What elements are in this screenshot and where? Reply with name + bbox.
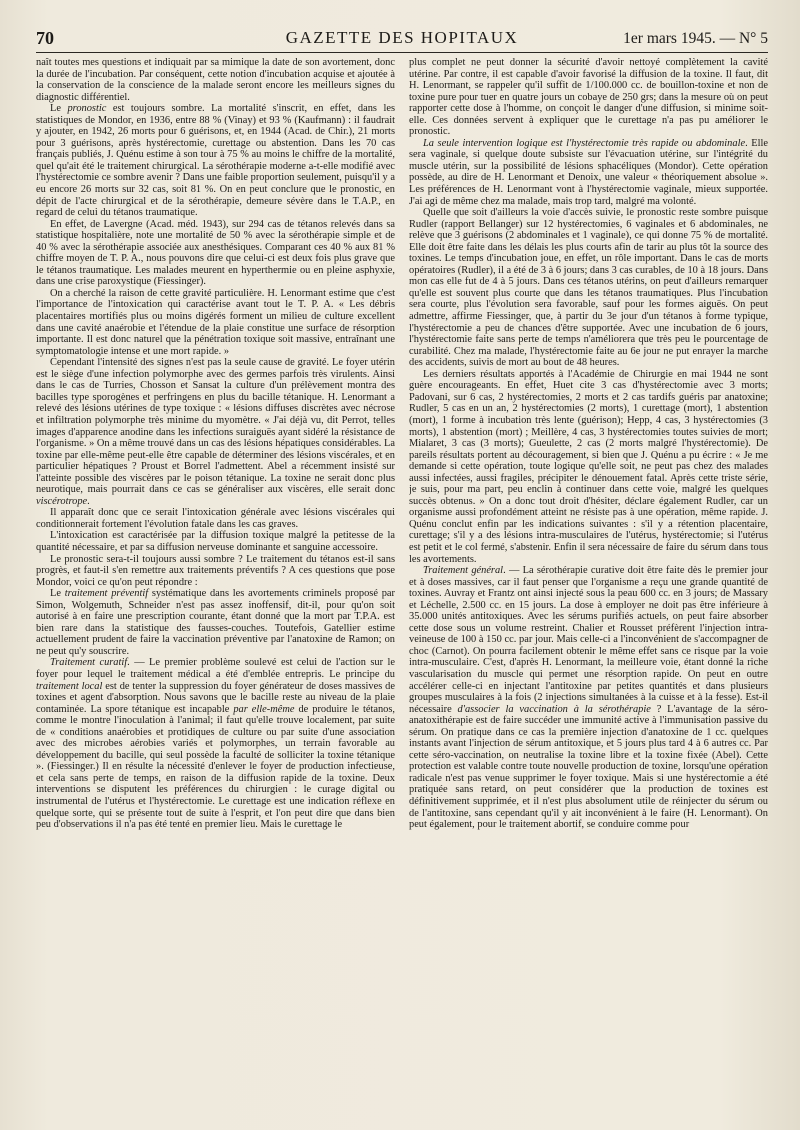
text-run: Le [50,103,68,115]
journal-title: GAZETTE DES HOPITAUX [285,28,519,47]
paragraph [36,57,395,103]
text-run: Les derniers résultats apportés à l'Académie de Chirurgie en mai 1944 ne sont guère encourageants. En effet, Huet cite 3 cas d'hystérectomie avec 3 morts; Padovani, sur 6 cas, 2 hystérectomies, 2 morts et 2 cas tardifs guéris par anatoxine; Rudler, 5 cas en un an, 2 hystérectomies (2 morts), 1 curettage (mort), 1 abstention (mort), 1 forme à incubation très lente (guérison); Hepp, 4 cas, 3 hystérectomies (3 morts), 1 abstention (mort) ; Meillère, 4 cas, 3 hystérectomies toutes suivies de mort; Mialaret, 3 cas (3 morts); Gueulette, 2 cas (2 morts malgré l'hystérectomie). De pareils résultats portent au découragement, si bien que J. Quénu a pu écrire : « Je me demande si cette opération, toute logique qu'elle soit, ne peut pas chez des malades aussi infectées, aussi fragiles, précipiter le dénouement fatal. Après cette triste série, je suis, pour ma part, peu enclin à continuer dans cette voie, malgré les quelques succès obtenus. » On a donc tout droit d'hésiter, déclare également Rudler, car un organisme aussi profondément atteint ne résiste pas à une opération, même rapide. J. Quénu conclut enfin par les indications suivantes : s'il y a rétention placentaire, curettage; s'il y a des lésions intra-musculaires de l'utérus, hystérectomie; si l'utérus est petit et le col fermé, s'abstenir. Enfin il sera nécessaire de faire du sérum dans tous les avortements. [409,368,768,565]
left-column [36,57,395,1123]
text-run: Le [50,588,65,600]
italic-text: traitement local [36,680,103,692]
italic-text: pronostic [67,103,107,115]
text-run: En effet, de Lavergne (Acad. méd. 1943), sur 294 cas de tétanos relevés dans sa statistique hospitalière, note une mortalité de 50 % avec la sérothérapie simple et de 40 % avec la sérothérapie associée aux anesthésiques. Comparant ces 40 % aux 81 % chiffre moyen de T. P. A., nous pouvons dire que celui-ci est deux fois plus grave que le tétanos traumatique. Les malades meurent en hyperthermie ou en pleine asphyxie, dans une crise paroxystique (Fiessinger). [36,218,395,288]
article-columns [36,57,768,1123]
page-number: 70 [36,28,54,48]
text-run: plus complet ne peut donner la sécurité d'avoir nettoyé complètement la cavité utérine. Par contre, il est capable d'avoir favorisé la diffusion de la toxine. Il faut, dit H. Lenormant, se rappeler qu'il suffit de 1/100.000 cc. de bouillon-toxine et non de toxine pure pour tuer en quatre jours un cobaye de 250 grs; dans la mesure où on peut rapporter cette dose à l'homme, on conçoit le danger d'une diffusion, si minime soit-elle. Ces données servent à expliquer que le curettage n'a pas pu améliorer le pronostic. [409,57,768,138]
page-header [36,0,768,53]
italic-text: traitement préventif [64,588,149,600]
text-run: . Elle sera vaginale, si quelque doute subsiste sur l'évacuation utérine, sur l'intégrité du muscle utérin, sur la possibilité de lésions sphacéliques (Mondor). Cette opération possède, au dire de H. Lenormant et Denoix, une valeur « théoriquement absolue ». Les préférences de H. Lenormant vont à l'hystérectomie vaginale, mieux supportée. J'ai agi de même chez ma malade, mais trop tard, malgré ma volonté. [409,137,768,207]
text-run: Il apparaît donc que ce serait l'intoxication générale avec lésions viscérales qui conditionnerait fortement l'évolution fatale dans les cas graves. [36,507,395,530]
paragraph [36,288,395,357]
italic-text: Traitement général [423,565,504,577]
text-run: Quelle que soit d'ailleurs la voie d'accès suivie, le pronostic reste sombre puisque Rudler (rapport Bellanger) sur 12 hystérectomies, 6 vaginales et 6 abdominales, ne relève que 3 guérisons (2 abdominales et 1 vaginale), ce qui donne 75 % de mortalité. Elle doit être faite dans les délais les plus courts afin de tarir au plus tôt la source des toxines. Le temps d'incubation joue, en effet, un rôle important. Dans le cas de morts opératoires (Rudler), il a été de 3 à 6 jours; dans 3 cas curables, de 10 à 18 jours. Dans mon cas elle fut de 4 à 5 jours. Dans ces tétanos utérins, on peut d'ailleurs remarquer qu'elle est souvent plus courte que dans les tétanos traumatiques. Plus l'incubation sera courte, plus l'évolution sera favorable, sauf pour les formes aiguës. On peut admettre, affirme Fiessinger, que, à partir du 3e jour d'un tétanos à forme typique, l'hystérectomie a peu de chances d'être supportée. Avec une incubation de 6 jours, l'hystérectomie faite sans perte de temps n'améliorera que très peu le pourcentage de curabilité. Chez ma malade, l'hystérectomie faite au 6e jour ne put enrayer la marche des accidents, suivis de mort au bout de 48 heures. [409,207,768,369]
right-column [409,57,768,1123]
text-run: L'intoxication est caractérisée par la diffusion toxique malgré la petitesse de la quantité nécessaire, et par sa diffusion nerveuse dominante et sanguine accessoire. [36,530,395,553]
text-run: de produire le tétanos, comme le montre l'inoculation à l'animal; il faut qu'elle trouve localement, par suite de « conditions anaérobies et protidiques de culture ou par suite d'une association avec des microbes aérobies variés et polymorphes, un terrain favorable au développement du bacille, qui seul possède la faculté de solliciter la toxine tétanique ». (Fiessinger.) Il en résulte la nécessité d'enlever le foyer de production infectieuse, et cela sans perte de temps, en raison de la diffusion rapide de la toxine. Deux interventions se disputent les préférences du chirurgien : le curage digital ou instrumental de l'utérus et l'hystérectomie. Le curettage est une indication réflexe en quelque sorte, qui se présente tout de suite à l'esprit, et l'on peut dire que dans bien peu d'observations il n'a pas été tenté en premier lieu. Mais le curettage le [36,703,395,831]
paragraph [36,103,395,218]
text-run: ? L'avantage de la séro-anatoxithérapie est de faire succéder une immunité active à l'immunisation passive du sérum. On pratique dans ce cas la première injection d'anatoxine de 1 cc. quelques instants avant l'injection de sérum antitoxique, et 5 jours plus tard 4 à 6 autres cc. Par cette séro-vaccination, on neutralise la toxine libre et la toxine fixée (Abel). Cette protection est valable contre toute nouvelle production de toxine, lorsqu'une opération radicale n'est pas venue supprimer le foyer toxique. Mais si une hystérectomie a été pratiquée sans retard, on peut considérer que la production de toxines est définitivement supprimée, et il n'est plus absolument utile de réinjecter du sérum ou de l'antitoxine, sans cependant qu'il y ait inconvénient à le faire (H. Lenormant). On peut également, pour le traitement abortif, se conduire comme pour [409,703,768,831]
paragraph [36,530,395,553]
italic-text: Traitement curatif [50,657,128,669]
italic-text: d'associer la vaccination à la sérothérapie [457,703,651,715]
paragraph [36,357,395,507]
text-run: Cependant l'intensité des signes n'est pas la seule cause de gravité. Le foyer utérin est le siège d'une infection polymorphe avec des germes parfois très virulents. Ainsi dans le cas de Turries, Chosson et Sansat la culture d'un prélèvement montra des bacilles type sporogènes et perfringens en plus du bacille tétanique. H. Lenormant a relevé des lésions utérines de type toxique : « lésions diffuses discrètes avec nécrose et infiltration polymorphe très minime du myomètre. « J'ai déjà vu, dit Perrot, telles images d'apparence anodine dans les infections suraiguës ayant sidéré la résistance de l'organisme. » On a même trouvé dans un cas des lésions hépatiques considérables. La toxine par elle-même peut-elle être capable de déterminer des lésions viscérales, et en particulier hépatiques ? Proust et Borrel l'admettent. Abel a récemment insisté sur l'atteinte possible des viscères par le poison tétanique. La toxine ne serait donc plus neurotique, mais pourrait dans ce cas se généraliser aux viscères, elle serait donc [36,357,395,496]
paragraph [36,219,395,288]
text-run: systématique dans les avortements criminels proposé par Simon, Wolgemuth, Schneider n'est pas assez inoffensif, dit-il, pour qu'on soit autorisé à en faire une prescription courante, étant donné que la mort par T.P.A. est bien rare dans la statistique des fausses-couches. Toutefois, Gatellier estime actuellement prudent de faire la vaccination préventive par l'anatoxine de Ramon; on ne peut qu'y souscrire. [36,588,395,657]
text-run: est de tenter la suppression du foyer générateur de doses massives de toxines et agent d'absorption. Nous savons que le bacille reste au niveau de la plaie contaminée. La spore tétanique est incapable [36,680,395,715]
paragraph [36,588,395,657]
text-run: naît toutes mes questions et indiquait par sa mimique la date de son avortement, donc la durée de l'incubation. Par conséquent, cette notion d'incubation acquise et ajoutée à la conservation de la conscience de la malade seront encore les meilleurs signes du diagnostic différentiel. [36,57,395,103]
text-run: est toujours sombre. La mortalité s'inscrit, en effet, dans les statistiques de Mondor, en 1936, entre 88 % (Vinay) et 93 % (Kaufmann) : il faudrait y ajouter, en 1942, 26 morts pour 6 guérisons, et, en 1944 (Acad. de Chir.), 21 morts pour 3 guérisons, après hystérectomie, curettage ou abstention. Dans les 70 cas français publiés, J. Quénu estime à son tour à 75 % au moins le chiffre de la mortalité, quel qu'ait été le traitement chirurgical. La sérothérapie moderne a-t-elle modifié avec l'hystérectomie ce sombre avenir ? Dans une faible proportion seulement, puisqu'il y a eu encore 26 morts sur 32 cas, soit 81 %. On en peut conclure que le pronostic, en dépit de l'acte chirurgical et de la sérothérapie, demeure sévère dans le T.A.P., en regard de celui du tétanos traumatique. [36,103,395,219]
paragraph [409,207,768,369]
paragraph [409,57,768,138]
paragraph [409,565,768,831]
text-run: . [87,495,90,507]
text-run: Le pronostic sera-t-il toujours aussi sombre ? Le traitement du tétanos est-il sans progrès, et faut-il s'en remettre aux traitements préventifs ? A ces questions que pose Mondor, voici ce qu'on peut répondre : [36,553,395,588]
italic-text: par elle-même [233,703,295,715]
italic-text: viscérotrope [36,495,88,507]
paragraph [409,369,768,565]
paragraph [36,554,395,589]
text-run: On a cherché la raison de cette gravité particulière. H. Lenormant estime que c'est l'importance de l'intoxication qui caractérise avant tout le T. P. A. « Les débris placentaires mortifiés plus ou moins digérés forment un milieu de culture excellent dans une cavité anaérobie et l'étendue de la plaie constitue une surface de résorption importante. Il est donc naturel que la pénétration toxique soit massive, entraînant une symptomatologie intense et une mort rapide. » [36,287,395,357]
paragraph [409,138,768,207]
text-run: . — La sérothérapie curative doit être faite dès le premier jour et à doses massives, car il faut penser que l'organisme a reçu une grande quantité de toxines. Auvray et Frantz ont ainsi injecté sous la peau 600 cc. en 3 jours; de Massary et Léchelle, 2.500 cc. en 15 jours. La dose à employer ne doit pas être inférieure à 35.000 unités antitoxiques. Avec les sérums purifiés actuels, on peut faire absorber cette dose sous un volume restreint. Chalier et Rousset préfèrent l'injection intra-veineuse de 100 à 150 cc. par jour. Mais celle-ci a l'inconvénient de s'accompagner de choc (Carnot). On pourra facilement obtenir le même effet sans ce risque par la voie intra-musculaire. C'est, d'après H. Lenormant, la meilleure voie, étant donné la riche vascularisation du muscle qui permet une résorption rapide. On peut en outre accélérer celle-ci en injectant l'antitoxine par petites quantités et dans plusieurs groupes musculaires à la fois (2 injections simultanées à la cuisse et à la fesse). Est-il nécessaire [409,565,768,715]
italic-text: La seule intervention logique est l'hystérectomie très rapide ou abdominale [423,137,746,149]
paragraph [36,657,395,830]
issue-date: 1er mars 1945. — N° 5 [623,30,768,47]
text-run: . — Le premier problème soulevé est celui de l'action sur le foyer pour lequel le traitement médical a été d'emblée entrepris. Le principe du [36,657,395,680]
paragraph [36,507,395,530]
